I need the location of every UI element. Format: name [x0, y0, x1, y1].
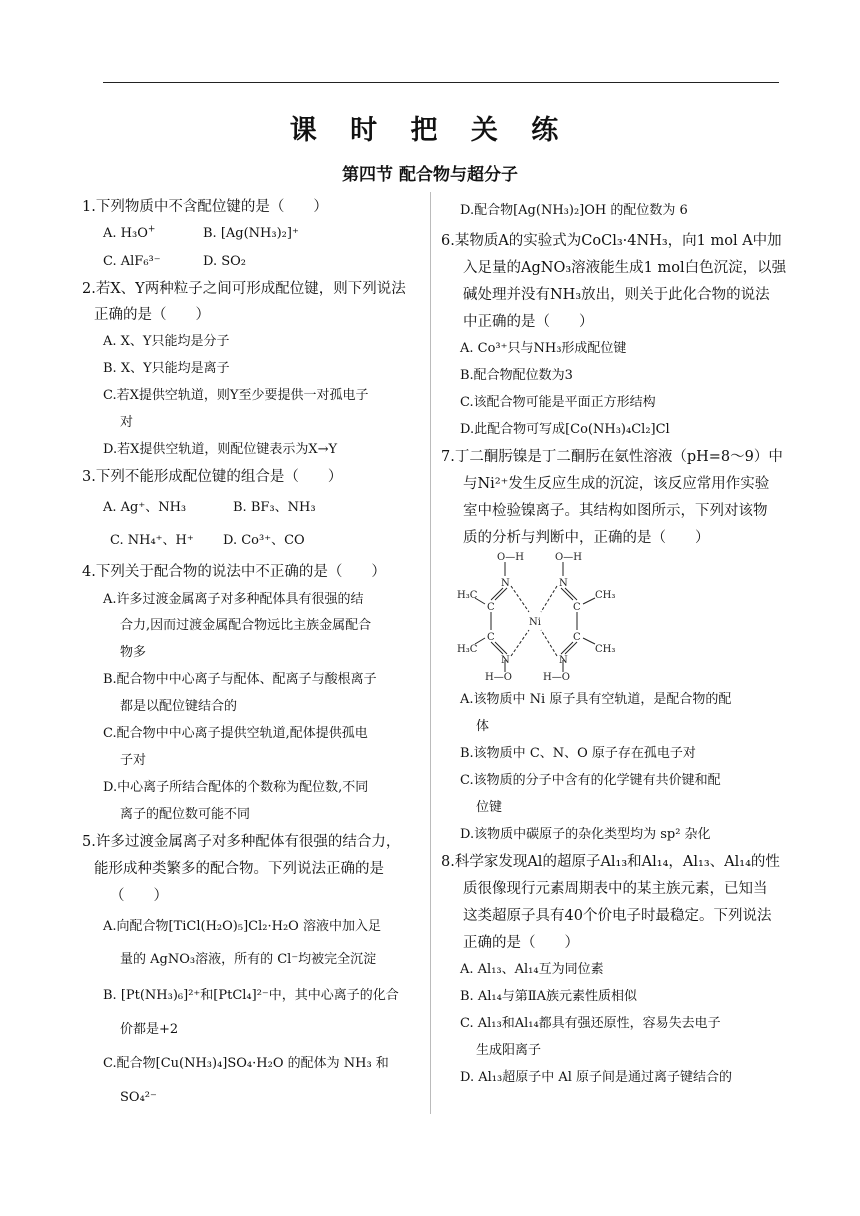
- q2-option-b: B. X、Y只能均是离子: [103, 361, 230, 376]
- q7-option-b: B.该物质中 C、N、O 原子存在孤电子对: [460, 746, 696, 761]
- q8-option-c-line1: C. Al₁₃和Al₁₄都具有强还原性，容易失去电子: [460, 1016, 721, 1031]
- q8-stem-line3: 这类超原子具有40个价电子时最稳定。下列说法: [463, 908, 772, 924]
- q4-option-d-line2: 离子的配位数可能不同: [120, 807, 251, 822]
- struct-ch3-bottom-right: CH₃: [595, 644, 616, 655]
- struct-oh-top-left: O—H: [497, 552, 524, 563]
- q3-option-b: B. BF₃、NH₃: [233, 500, 316, 515]
- q6-stem-line3: 碱处理并没有NH₃放出，则关于此化合物的说法: [463, 287, 770, 303]
- q6-option-d: D.此配合物可写成[Co(NH₃)₄Cl₂]Cl: [460, 422, 670, 437]
- q5-stem-line2: 能形成种类繁多的配合物。下列说法正确的是: [94, 861, 384, 877]
- nickel-dimethylglyoxime-structure: [455, 552, 625, 682]
- q1-option-b: B. [Ag(NH₃)₂]⁺: [203, 226, 299, 241]
- q4-option-b-line1: B.配合物中中心离子与配体、配离子与酸根离子: [103, 672, 377, 687]
- q7-option-c-line2: 位键: [476, 800, 503, 815]
- q7-option-c-line1: C.该物质的分子中含有的化学键有共价键和配: [460, 773, 721, 788]
- q1-option-d: D. SO₂: [203, 254, 246, 269]
- struct-c-upper-left: C: [487, 602, 495, 613]
- q8-option-b: B. Al₁₄与第ⅡA族元素性质相似: [460, 989, 638, 1004]
- q5-option-a-line2: 量的 AgNO₃溶液，所有的 Cl⁻均被完全沉淀: [120, 952, 377, 967]
- q7-stem-line4: 质的分析与判断中，正确的是（ ）: [463, 530, 710, 546]
- q4-stem: 4.下列关于配合物的说法中不正确的是（ ）: [82, 564, 386, 580]
- q4-option-c-line2: 子对: [120, 753, 147, 768]
- q6-option-b: B.配合物配位数为3: [460, 368, 573, 383]
- q5-option-d: D.配合物[Ag(NH₃)₂]OH 的配位数为 6: [460, 203, 688, 218]
- q5-option-b-line2: 价都是+2: [120, 1022, 179, 1037]
- q2-stem-line1: 2.若X、Y两种粒子之间可形成配位键，则下列说法: [82, 281, 406, 297]
- q2-option-c-line1: C.若X提供空轨道，则Y至少要提供一对孤电子: [103, 388, 369, 403]
- q7-option-a-line1: A.该物质中 Ni 原子具有空轨道，是配合物的配: [460, 692, 732, 707]
- q7-stem-line2: 与Ni²⁺发生反应生成的沉淀，该反应常用作实验: [463, 476, 770, 492]
- q5-option-b-line1: B. [Pt(NH₃)₆]²⁺和[PtCl₄]²⁻中，其中心离子的化合: [103, 988, 399, 1003]
- struct-n-bottom-left: N: [501, 655, 510, 666]
- q8-option-a: A. Al₁₃、Al₁₄互为同位素: [460, 962, 604, 977]
- header-rule: [103, 82, 779, 83]
- q6-option-c: C.该配合物可能是平面正方形结构: [460, 395, 656, 410]
- struct-ch3-top-right: CH₃: [595, 590, 616, 601]
- q5-stem-line3: （ ）: [110, 888, 168, 904]
- q1-option-a: [103, 224, 155, 244]
- q1-stem: 1.下列物质中不含配位键的是（ ）: [82, 199, 328, 215]
- q5-option-c-line1: C.配合物[Cu(NH₃)₄]SO₄·H₂O 的配体为 NH₃ 和: [103, 1056, 389, 1071]
- struct-ch3-bottom-left: H₃C: [457, 644, 478, 655]
- q7-option-a-line2: 体: [476, 719, 490, 734]
- q7-stem-line3: 室中检验镍离子。其结构如图所示，下列对该物: [463, 503, 768, 519]
- q1-option-c: C. AlF₆³⁻: [103, 254, 161, 269]
- struct-c-lower-right: C: [573, 632, 581, 643]
- q2-option-d: D.若X提供空轨道，则配位键表示为X→Y: [103, 442, 338, 457]
- q4-option-a-line3: 物多: [120, 645, 147, 660]
- q4-option-a-line1: A.许多过渡金属离子对多种配体具有很强的结: [103, 592, 364, 607]
- q7-option-d: D.该物质中碳原子的杂化类型均为 sp² 杂化: [460, 827, 711, 842]
- q6-stem-line1: 6.某物质A的实验式为CoCl₃·4NH₃，向1 mol A中加: [441, 233, 782, 249]
- q8-stem-line4: 正确的是（ ）: [463, 935, 579, 951]
- q3-stem: 3.下列不能形成配位键的组合是（ ）: [82, 469, 343, 485]
- q6-stem-line4: 中正确的是（ ）: [463, 314, 594, 330]
- q3-option-d: D. Co³⁺、CO: [223, 533, 305, 548]
- q1-option-a-text: A. H₃O: [103, 226, 148, 241]
- q5-option-a-line1: A.向配合物[TiCl(H₂O)₅]Cl₂·H₂O 溶液中加入足: [103, 919, 381, 934]
- column-divider: [430, 192, 431, 1114]
- struct-ho-bottom-right: H—O: [543, 672, 570, 682]
- q2-option-c-line2: 对: [120, 415, 134, 430]
- struct-c-upper-right: C: [573, 602, 581, 613]
- q2-stem-line2: 正确的是（ ）: [94, 307, 210, 323]
- q5-stem-line1: 5.许多过渡金属离子对多种配体有很强的结合力，: [82, 834, 401, 850]
- q8-option-c-line2: 生成阳离子: [476, 1043, 542, 1058]
- struct-n-bottom-right: N: [559, 655, 568, 666]
- page-title: 课 时 把 关 练: [289, 115, 571, 146]
- q3-option-a: A. Ag⁺、NH₃: [103, 500, 187, 515]
- q4-option-b-line2: 都是以配位键结合的: [120, 699, 238, 714]
- struct-c-lower-left: C: [487, 632, 495, 643]
- q8-stem-line2: 质很像现行元素周期表中的某主族元素，已知当: [463, 881, 768, 897]
- q8-option-d: D. Al₁₃超原子中 Al 原子间是通过离子键结合的: [460, 1070, 733, 1085]
- q8-stem-line1: 8.科学家发现Al的超原子Al₁₃和Al₁₄，Al₁₃、Al₁₄的性: [441, 854, 780, 870]
- struct-ho-bottom-left: H—O: [485, 672, 512, 682]
- q7-stem-line1: 7.丁二酮肟镍是丁二酮肟在氨性溶液（pH=8～9）中: [441, 449, 783, 465]
- q6-stem-line2: 入足量的AgNO₃溶液能生成1 mol白色沉淀，以强: [463, 260, 787, 276]
- q6-option-a: A. Co³⁺只与NH₃形成配位键: [460, 341, 627, 356]
- struct-n-top-right: N: [559, 578, 568, 589]
- q4-option-d-line1: D.中心离子所结合配体的个数称为配位数,不同: [103, 780, 369, 795]
- struct-ni: Ni: [529, 617, 541, 628]
- struct-oh-top-right: O—H: [555, 552, 582, 563]
- q4-option-a-line2: 合力,因而过渡金属配合物远比主族金属配合: [120, 618, 372, 633]
- q2-option-a: A. X、Y只能均是分子: [103, 334, 230, 349]
- section-subtitle: 第四节 配合物与超分子: [342, 165, 518, 185]
- q5-option-c-line2: SO₄²⁻: [120, 1090, 157, 1105]
- q4-option-c-line1: C.配合物中中心离子提供空轨道,配体提供孤电: [103, 726, 368, 741]
- q3-option-c: C. NH₄⁺、H⁺: [110, 533, 194, 548]
- struct-ch3-top-left: H₃C: [457, 590, 478, 601]
- struct-n-top-left: N: [501, 578, 510, 589]
- q1-option-a-charge: +: [147, 224, 156, 235]
